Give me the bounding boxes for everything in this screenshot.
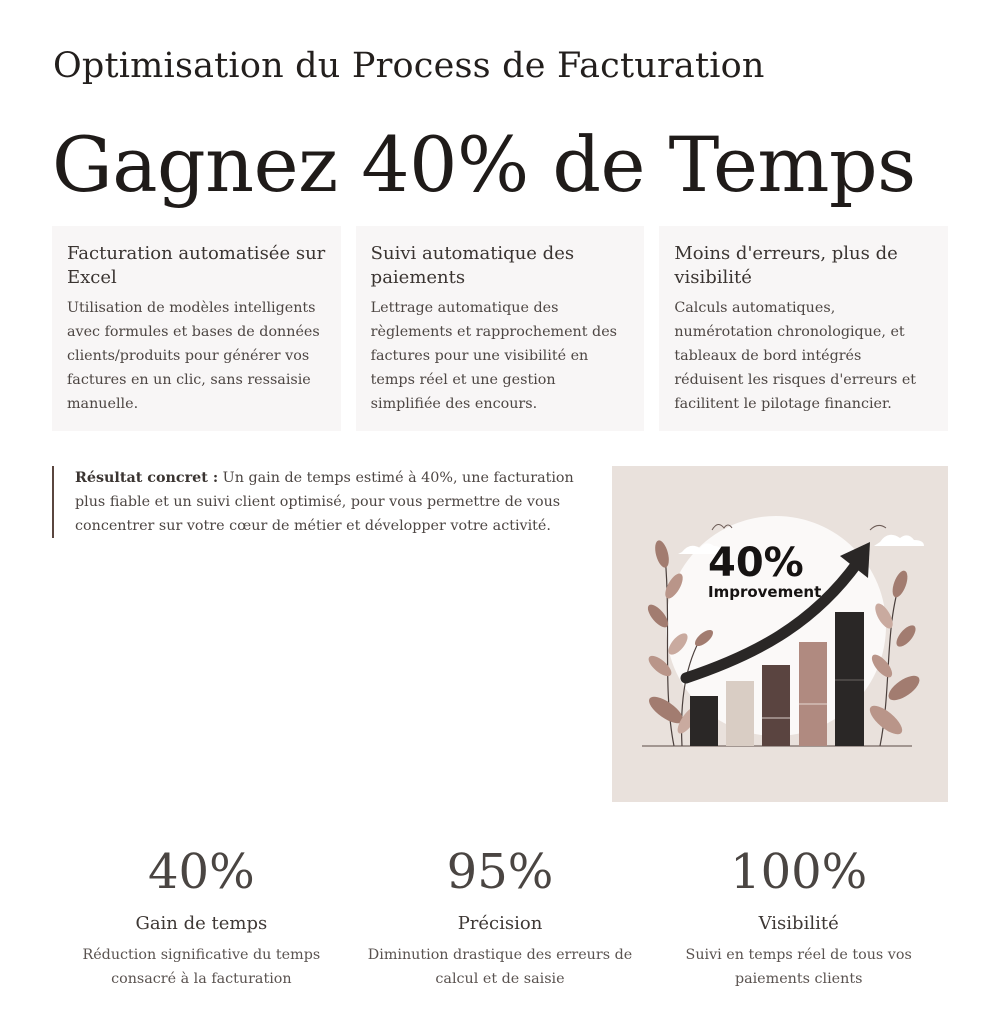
feature-card-text: Calculs automatiques, numérotation chronologique, et tableaux de bord intégrés réduisent les risques d'erreurs et facilitent le pilotage financier. xyxy=(674,300,917,412)
stat-item xyxy=(649,840,948,991)
stat-item xyxy=(351,840,650,991)
bird-icon xyxy=(870,525,886,530)
feature-card-text: Utilisation de modèles intelligents avec formules et bases de données clients/produits pour générer vos factures en un clic, sans ressaisie manuelle. xyxy=(67,300,320,412)
stat-label: Visibilité xyxy=(758,913,839,934)
stat-label: Gain de temps xyxy=(135,913,268,934)
stats-row xyxy=(52,840,948,991)
feature-cards xyxy=(52,226,948,431)
stat-description: Suivi en temps réel de tous vos paiements clients xyxy=(685,947,912,987)
feature-card xyxy=(659,226,948,431)
stat-value: 100% xyxy=(730,844,868,900)
chart-bar-5 xyxy=(835,612,864,746)
result-text: Un gain de temps estimé à 40%, une facturation plus fiable et un suivi client optimisé, pour vous permettre de vous concentrer sur votre cœur de métier et développer votre activité. xyxy=(75,470,574,534)
stat-label: Précision xyxy=(457,913,543,934)
page-subtitle: Optimisation du Process de Facturation xyxy=(53,46,765,86)
stat-item xyxy=(52,840,351,991)
feature-card-title: Facturation automatisée sur Excel xyxy=(67,243,326,288)
chart-bar-4 xyxy=(799,642,827,746)
chart-bar-3 xyxy=(762,665,790,746)
result-label: Résultat concret : xyxy=(75,470,219,486)
feature-card xyxy=(52,226,341,431)
improvement-illustration xyxy=(612,466,948,802)
chart-bar-2 xyxy=(726,681,754,746)
growth-chart-illustration xyxy=(612,466,948,802)
stat-value: 40% xyxy=(147,844,255,900)
stat-value: 95% xyxy=(446,844,554,900)
feature-card-title: Moins d'erreurs, plus de visibilité xyxy=(674,243,898,288)
improvement-label: Improvement xyxy=(708,583,822,601)
result-quote xyxy=(52,466,580,538)
percent-label: 40% xyxy=(708,540,804,586)
feature-card-title: Suivi automatique des paiements xyxy=(370,243,575,288)
stat-description: Diminution drastique des erreurs de calcul et de saisie xyxy=(367,947,633,987)
stat-description: Réduction significative du temps consacré à la facturation xyxy=(82,947,321,987)
feature-card-text: Lettrage automatique des règlements et rapprochement des factures pour une visibilité en temps réel et une gestion simplifiée des encours. xyxy=(370,300,617,412)
feature-card xyxy=(356,226,645,431)
page-headline: Gagnez 40% de Temps xyxy=(52,120,916,209)
cloud-icon xyxy=(874,535,924,546)
chart-bar-1 xyxy=(690,696,718,746)
